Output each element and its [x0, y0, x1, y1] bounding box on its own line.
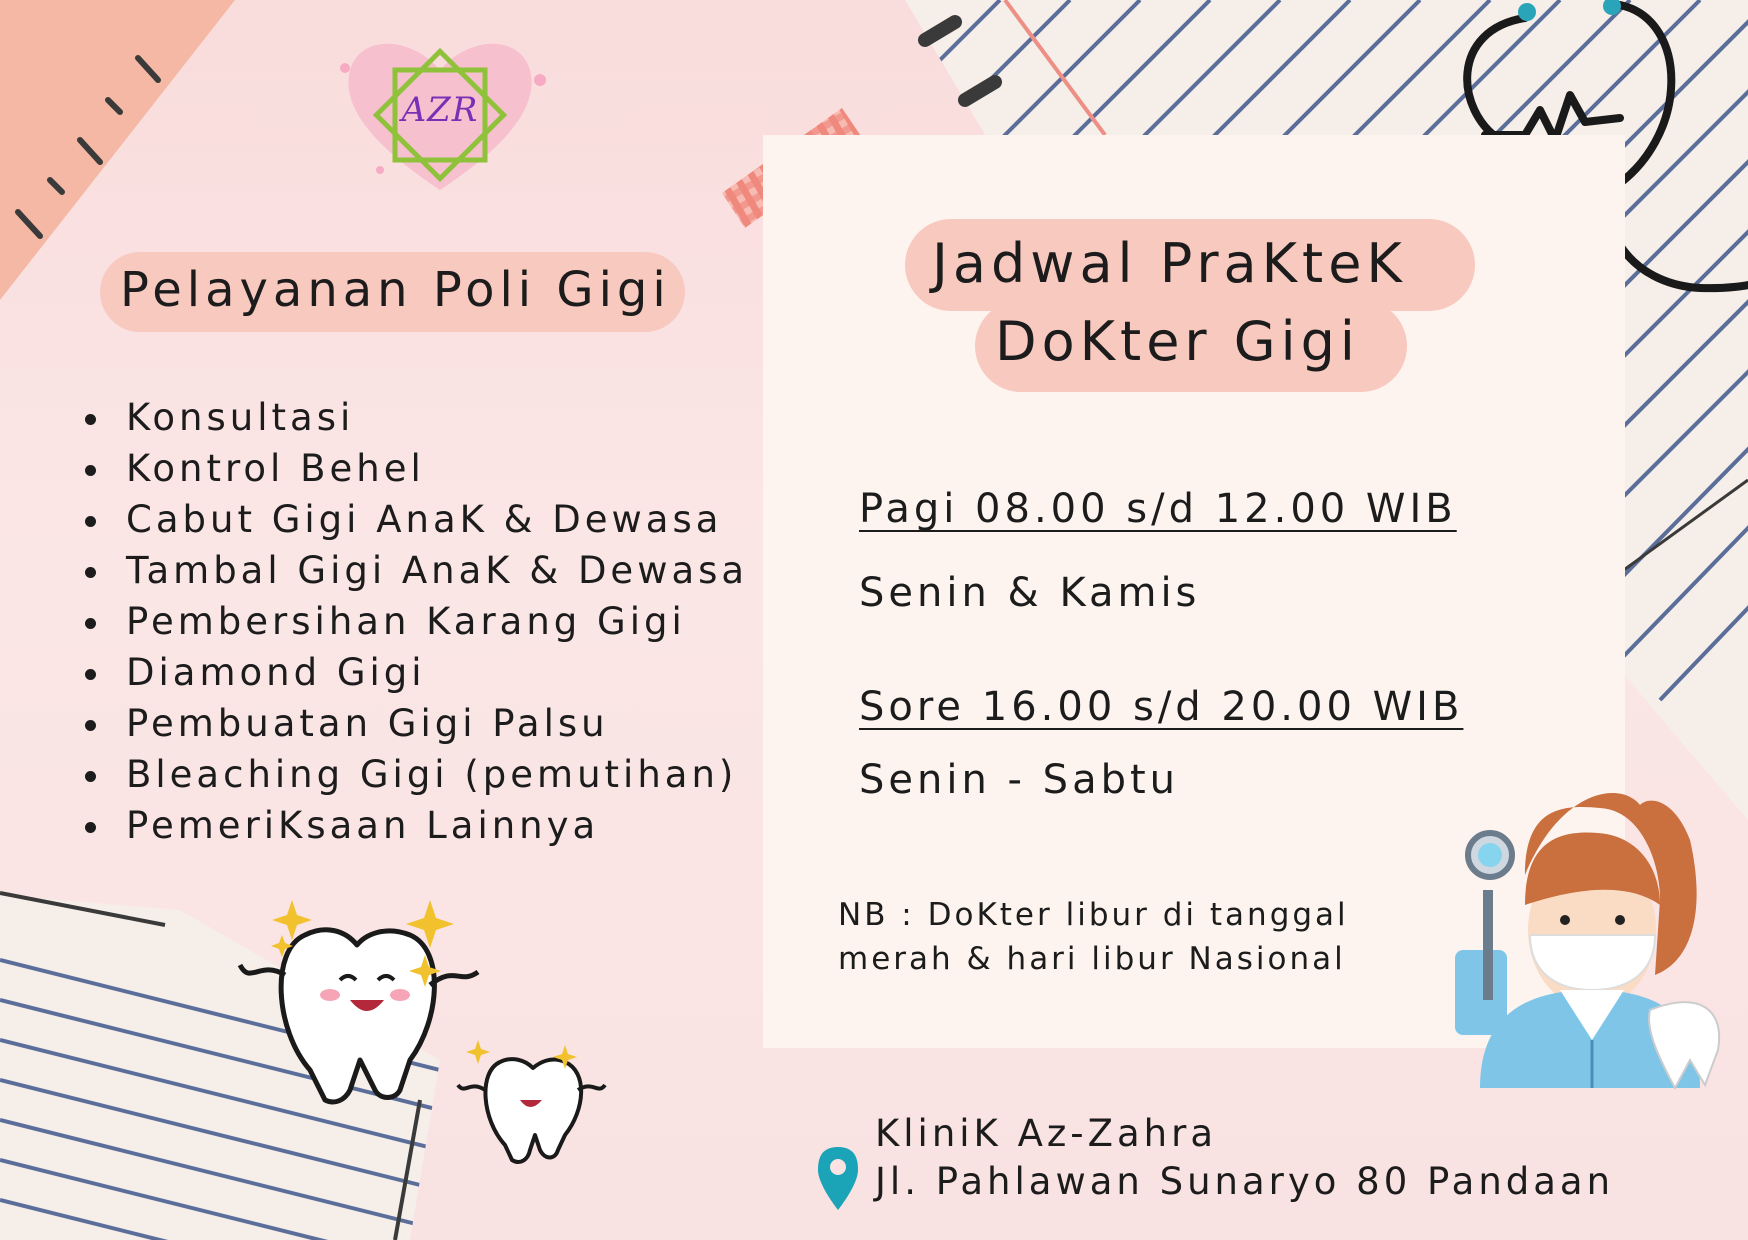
clinic-address: Jl. Pahlawan Sunaryo 80 Pandaan — [875, 1160, 1615, 1203]
evening-hours: Sore 16.00 s/d 20.00 WIB — [859, 684, 1464, 730]
list-item: • Bleaching Gigi (pemutihan) — [114, 749, 748, 800]
services-title: Pelayanan Poli Gigi — [120, 262, 671, 318]
list-item: • Cabut Gigi AnaK & Dewasa — [114, 494, 748, 545]
note-line2: merah & hari libur Nasional — [838, 941, 1346, 977]
morning-hours: Pagi 08.00 s/d 12.00 WIB — [859, 486, 1457, 532]
clinic-name: KliniK Az-Zahra — [875, 1112, 1218, 1155]
list-item: • Diamond Gigi — [114, 647, 748, 698]
list-item: • Pembersihan Karang Gigi — [114, 596, 748, 647]
evening-days: Senin - Sabtu — [859, 757, 1180, 803]
list-item: • Kontrol Behel — [114, 443, 748, 494]
note-line1: NB : DoKter libur di tanggal — [838, 897, 1349, 933]
morning-days: Senin & Kamis — [859, 570, 1201, 616]
list-item: • Tambal Gigi AnaK & Dewasa — [114, 545, 748, 596]
list-item: • Pembuatan Gigi Palsu — [114, 698, 748, 749]
schedule-title-line2: DoKter Gigi — [995, 310, 1360, 373]
list-item: • PemeriKsaan Lainnya — [114, 800, 748, 851]
list-item: • Konsultasi — [114, 392, 748, 443]
schedule-title-line1: Jadwal PraKteK — [932, 232, 1407, 295]
logo-text: AZR — [401, 90, 479, 130]
